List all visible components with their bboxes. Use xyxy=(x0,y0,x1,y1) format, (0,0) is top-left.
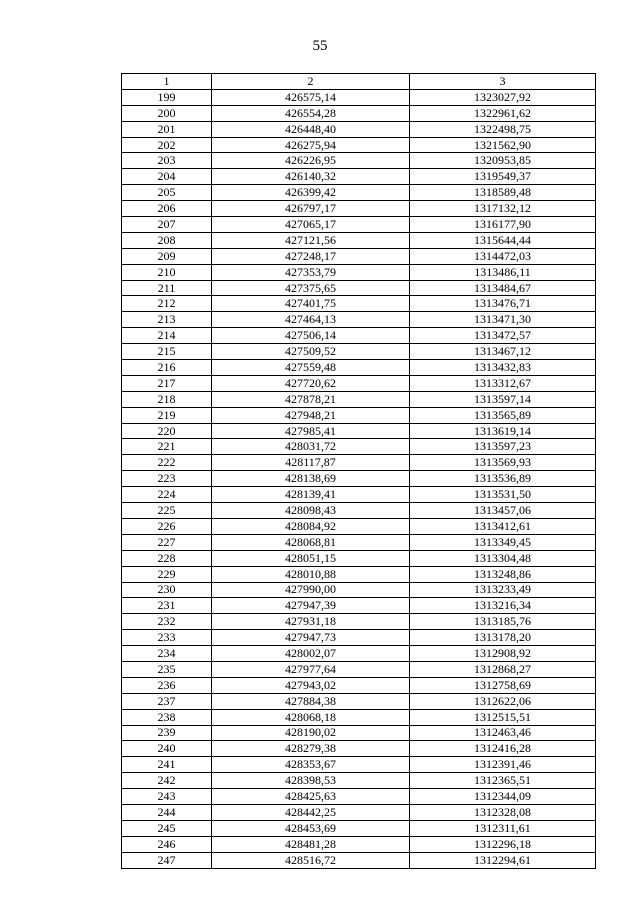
y-coordinate-cell: 1312344,09 xyxy=(410,789,596,805)
y-coordinate-cell: 1313531,50 xyxy=(410,487,596,503)
y-coordinate-cell: 1312296,18 xyxy=(410,836,596,852)
point-number-cell: 199 xyxy=(122,89,212,105)
table-row xyxy=(122,614,596,630)
point-number-cell: 243 xyxy=(122,789,212,805)
table-row xyxy=(122,296,596,312)
y-coordinate-cell: 1313472,57 xyxy=(410,328,596,344)
point-number-cell: 203 xyxy=(122,153,212,169)
y-coordinate-cell: 1313412,61 xyxy=(410,518,596,534)
point-number-cell: 223 xyxy=(122,471,212,487)
table-row xyxy=(122,725,596,741)
table-row xyxy=(122,471,596,487)
table-row xyxy=(122,312,596,328)
x-coordinate-cell: 427121,56 xyxy=(212,232,410,248)
y-coordinate-cell: 1312622,06 xyxy=(410,693,596,709)
x-coordinate-cell: 427947,39 xyxy=(212,598,410,614)
point-number-cell: 220 xyxy=(122,423,212,439)
table-row xyxy=(122,264,596,280)
table-row xyxy=(122,661,596,677)
table-row xyxy=(122,201,596,217)
point-number-cell: 204 xyxy=(122,169,212,185)
page-number: 55 xyxy=(312,38,328,54)
y-coordinate-cell: 1313312,67 xyxy=(410,375,596,391)
x-coordinate-cell: 428516,72 xyxy=(212,852,410,868)
x-coordinate-cell: 427375,65 xyxy=(212,280,410,296)
point-number-cell: 240 xyxy=(122,741,212,757)
x-coordinate-cell: 428425,63 xyxy=(212,789,410,805)
x-coordinate-cell: 427353,79 xyxy=(212,264,410,280)
y-coordinate-cell: 1312365,51 xyxy=(410,773,596,789)
x-coordinate-cell: 428453,69 xyxy=(212,820,410,836)
x-coordinate-cell: 427720,62 xyxy=(212,375,410,391)
point-number-cell: 209 xyxy=(122,248,212,264)
y-coordinate-cell: 1313619,14 xyxy=(410,423,596,439)
point-number-cell: 212 xyxy=(122,296,212,312)
y-coordinate-cell: 1313467,12 xyxy=(410,344,596,360)
y-coordinate-cell: 1312328,08 xyxy=(410,804,596,820)
y-coordinate-cell: 1313597,23 xyxy=(410,439,596,455)
point-number-cell: 215 xyxy=(122,344,212,360)
point-number-cell: 205 xyxy=(122,185,212,201)
y-coordinate-cell: 1312758,69 xyxy=(410,677,596,693)
y-coordinate-cell: 1313178,20 xyxy=(410,630,596,646)
x-coordinate-cell: 426399,42 xyxy=(212,185,410,201)
y-coordinate-cell: 1314472,03 xyxy=(410,248,596,264)
x-coordinate-cell: 427506,14 xyxy=(212,328,410,344)
point-number-cell: 213 xyxy=(122,312,212,328)
point-number-cell: 211 xyxy=(122,280,212,296)
point-number-cell: 244 xyxy=(122,804,212,820)
table-row xyxy=(122,677,596,693)
y-coordinate-cell: 1313476,71 xyxy=(410,296,596,312)
table-row xyxy=(122,836,596,852)
x-coordinate-cell: 427248,17 xyxy=(212,248,410,264)
table-row xyxy=(122,455,596,471)
table-row xyxy=(122,852,596,868)
x-coordinate-cell: 427464,13 xyxy=(212,312,410,328)
point-number-cell: 234 xyxy=(122,646,212,662)
x-coordinate-cell: 428353,67 xyxy=(212,757,410,773)
x-coordinate-cell: 426554,28 xyxy=(212,105,410,121)
x-coordinate-cell: 426275,94 xyxy=(212,137,410,153)
table-row xyxy=(122,153,596,169)
y-coordinate-cell: 1318589,48 xyxy=(410,185,596,201)
x-coordinate-cell: 427947,73 xyxy=(212,630,410,646)
y-coordinate-cell: 1321562,90 xyxy=(410,137,596,153)
point-number-cell: 219 xyxy=(122,407,212,423)
y-coordinate-cell: 1313565,89 xyxy=(410,407,596,423)
x-coordinate-cell: 427985,41 xyxy=(212,423,410,439)
point-number-cell: 225 xyxy=(122,503,212,519)
x-coordinate-cell: 427065,17 xyxy=(212,217,410,233)
table-row xyxy=(122,407,596,423)
table-row xyxy=(122,550,596,566)
y-coordinate-cell: 1313349,45 xyxy=(410,534,596,550)
point-number-cell: 237 xyxy=(122,693,212,709)
y-coordinate-cell: 1313248,86 xyxy=(410,566,596,582)
table-row xyxy=(122,741,596,757)
y-coordinate-cell: 1315644,44 xyxy=(410,232,596,248)
point-number-cell: 201 xyxy=(122,121,212,137)
table-row xyxy=(122,121,596,137)
point-number-cell: 239 xyxy=(122,725,212,741)
y-coordinate-cell: 1320953,85 xyxy=(410,153,596,169)
y-coordinate-cell: 1313233,49 xyxy=(410,582,596,598)
y-coordinate-cell: 1312311,61 xyxy=(410,820,596,836)
point-number-cell: 214 xyxy=(122,328,212,344)
x-coordinate-cell: 426226,95 xyxy=(212,153,410,169)
point-number-cell: 238 xyxy=(122,709,212,725)
table-row xyxy=(122,248,596,264)
point-number-cell: 224 xyxy=(122,487,212,503)
x-coordinate-cell: 428010,88 xyxy=(212,566,410,582)
x-coordinate-cell: 428139,41 xyxy=(212,487,410,503)
table-row xyxy=(122,693,596,709)
x-coordinate-cell: 428098,43 xyxy=(212,503,410,519)
point-number-cell: 235 xyxy=(122,661,212,677)
table-row xyxy=(122,217,596,233)
y-coordinate-cell: 1313597,14 xyxy=(410,391,596,407)
table-row xyxy=(122,757,596,773)
y-coordinate-cell: 1313457,06 xyxy=(410,503,596,519)
point-number-cell: 222 xyxy=(122,455,212,471)
table-row xyxy=(122,598,596,614)
y-coordinate-cell: 1313471,30 xyxy=(410,312,596,328)
x-coordinate-cell: 427559,48 xyxy=(212,360,410,376)
table-row xyxy=(122,566,596,582)
point-number-cell: 200 xyxy=(122,105,212,121)
table-row xyxy=(122,773,596,789)
y-coordinate-cell: 1312908,92 xyxy=(410,646,596,662)
table-row xyxy=(122,646,596,662)
table-row xyxy=(122,89,596,105)
point-number-cell: 228 xyxy=(122,550,212,566)
point-number-cell: 202 xyxy=(122,137,212,153)
y-coordinate-cell: 1313536,89 xyxy=(410,471,596,487)
table-row xyxy=(122,169,596,185)
table-row xyxy=(122,423,596,439)
point-number-cell: 208 xyxy=(122,232,212,248)
point-number-cell: 221 xyxy=(122,439,212,455)
y-coordinate-cell: 1313486,11 xyxy=(410,264,596,280)
x-coordinate-cell: 428190,02 xyxy=(212,725,410,741)
y-coordinate-cell: 1316177,90 xyxy=(410,217,596,233)
y-coordinate-cell: 1317132,12 xyxy=(410,201,596,217)
table-row xyxy=(122,709,596,725)
x-coordinate-cell: 427401,75 xyxy=(212,296,410,312)
y-coordinate-cell: 1312868,27 xyxy=(410,661,596,677)
point-number-cell: 216 xyxy=(122,360,212,376)
y-coordinate-cell: 1323027,92 xyxy=(410,89,596,105)
x-coordinate-cell: 428117,87 xyxy=(212,455,410,471)
x-coordinate-cell: 428068,18 xyxy=(212,709,410,725)
table-row xyxy=(122,137,596,153)
x-coordinate-cell: 428481,28 xyxy=(212,836,410,852)
x-coordinate-cell: 427509,52 xyxy=(212,344,410,360)
x-coordinate-cell: 426140,32 xyxy=(212,169,410,185)
x-coordinate-cell: 427884,38 xyxy=(212,693,410,709)
point-number-cell: 247 xyxy=(122,852,212,868)
x-coordinate-cell: 427878,21 xyxy=(212,391,410,407)
y-coordinate-cell: 1312294,61 xyxy=(410,852,596,868)
x-coordinate-cell: 427977,64 xyxy=(212,661,410,677)
x-coordinate-cell: 428068,81 xyxy=(212,534,410,550)
table-row xyxy=(122,518,596,534)
point-number-cell: 210 xyxy=(122,264,212,280)
y-coordinate-cell: 1313216,34 xyxy=(410,598,596,614)
x-coordinate-cell: 428031,72 xyxy=(212,439,410,455)
x-coordinate-cell: 426797,17 xyxy=(212,201,410,217)
y-coordinate-cell: 1319549,37 xyxy=(410,169,596,185)
y-coordinate-cell: 1313304,48 xyxy=(410,550,596,566)
x-coordinate-cell: 428138,69 xyxy=(212,471,410,487)
y-coordinate-cell: 1313185,76 xyxy=(410,614,596,630)
x-coordinate-cell: 428442,25 xyxy=(212,804,410,820)
point-number-cell: 233 xyxy=(122,630,212,646)
header-row xyxy=(122,74,596,90)
table-row xyxy=(122,328,596,344)
point-number-cell: 230 xyxy=(122,582,212,598)
table-row xyxy=(122,503,596,519)
point-number-cell: 246 xyxy=(122,836,212,852)
table-row xyxy=(122,534,596,550)
point-number-cell: 241 xyxy=(122,757,212,773)
x-coordinate-cell: 428279,38 xyxy=(212,741,410,757)
column-header-2: 2 xyxy=(212,74,410,90)
table-row xyxy=(122,280,596,296)
y-coordinate-cell: 1312391,46 xyxy=(410,757,596,773)
y-coordinate-cell: 1313569,93 xyxy=(410,455,596,471)
x-coordinate-cell: 426575,14 xyxy=(212,89,410,105)
point-number-cell: 227 xyxy=(122,534,212,550)
table-body xyxy=(122,89,596,868)
point-number-cell: 242 xyxy=(122,773,212,789)
point-number-cell: 206 xyxy=(122,201,212,217)
point-number-cell: 218 xyxy=(122,391,212,407)
x-coordinate-cell: 426448,40 xyxy=(212,121,410,137)
table-row xyxy=(122,804,596,820)
column-header-3: 3 xyxy=(410,74,596,90)
table-row xyxy=(122,232,596,248)
point-number-cell: 231 xyxy=(122,598,212,614)
table-header xyxy=(122,74,596,90)
point-number-cell: 229 xyxy=(122,566,212,582)
y-coordinate-cell: 1313484,67 xyxy=(410,280,596,296)
x-coordinate-cell: 428398,53 xyxy=(212,773,410,789)
x-coordinate-cell: 428051,15 xyxy=(212,550,410,566)
y-coordinate-cell: 1322498,75 xyxy=(410,121,596,137)
point-number-cell: 236 xyxy=(122,677,212,693)
x-coordinate-cell: 427931,18 xyxy=(212,614,410,630)
table-row xyxy=(122,820,596,836)
x-coordinate-cell: 428084,92 xyxy=(212,518,410,534)
point-number-cell: 245 xyxy=(122,820,212,836)
table-row xyxy=(122,487,596,503)
y-coordinate-cell: 1312463,46 xyxy=(410,725,596,741)
table-row xyxy=(122,582,596,598)
point-number-cell: 207 xyxy=(122,217,212,233)
y-coordinate-cell: 1322961,62 xyxy=(410,105,596,121)
column-header-1: 1 xyxy=(122,74,212,90)
y-coordinate-cell: 1312416,28 xyxy=(410,741,596,757)
table-row xyxy=(122,344,596,360)
point-number-cell: 232 xyxy=(122,614,212,630)
table-row xyxy=(122,360,596,376)
table-row xyxy=(122,185,596,201)
table-row xyxy=(122,375,596,391)
table-row xyxy=(122,105,596,121)
x-coordinate-cell: 427943,02 xyxy=(212,677,410,693)
x-coordinate-cell: 427948,21 xyxy=(212,407,410,423)
y-coordinate-cell: 1312515,51 xyxy=(410,709,596,725)
coordinates-table xyxy=(121,73,596,869)
point-number-cell: 226 xyxy=(122,518,212,534)
table-row xyxy=(122,630,596,646)
table-row xyxy=(122,439,596,455)
point-number-cell: 217 xyxy=(122,375,212,391)
x-coordinate-cell: 427990,00 xyxy=(212,582,410,598)
table-row xyxy=(122,391,596,407)
x-coordinate-cell: 428002,07 xyxy=(212,646,410,662)
table-row xyxy=(122,789,596,805)
y-coordinate-cell: 1313432,83 xyxy=(410,360,596,376)
